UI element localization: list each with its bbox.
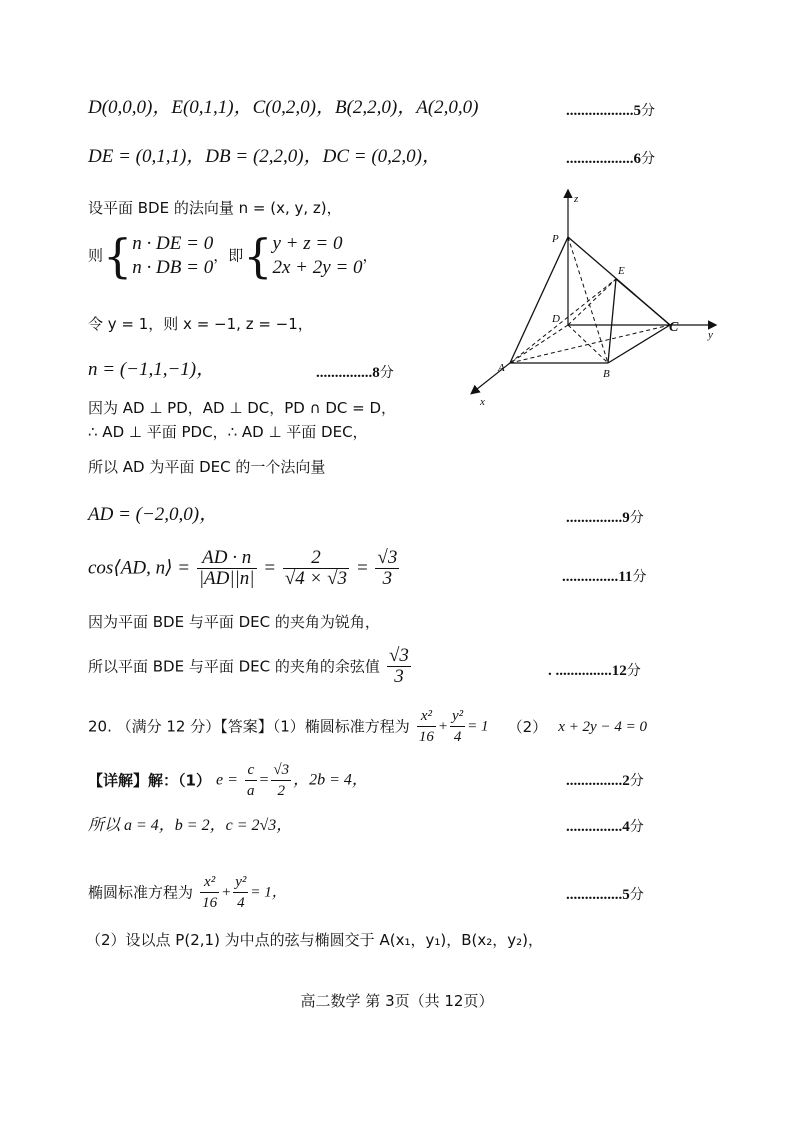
equation-system: 则{ n · DE = 0 n · DB = 0 ，即{ y + z = 0 2x + 2y = 0 ， [88, 229, 378, 283]
q20-16: 16 [418, 729, 434, 745]
score-11: ...............11分 [562, 569, 647, 585]
point-coordinates: D(0,0,0)，E(0,1,1)，C(0,2,0)，B(2,2,0)，A(2,0,0) [88, 97, 479, 118]
label-P: P [552, 233, 559, 245]
cos-lhs: cos⟨AD, n⟩ = [88, 557, 191, 579]
q20-y2: y² [450, 706, 465, 727]
normal-vector-value: n = (−1,1,−1)， [88, 359, 216, 380]
ellipse-16: 16 [202, 895, 218, 911]
detail-line [88, 760, 368, 804]
edge-DE [568, 279, 616, 325]
q20-head: 20. （满分 12 分）【答案】（1）椭圆标准方程为 [88, 717, 410, 736]
system-eq2: n · DB = 0 [132, 257, 214, 278]
label-C: C [669, 320, 679, 335]
label-z: z [574, 193, 579, 205]
score-6: ..................6分 [566, 151, 655, 167]
edge-BE [608, 279, 616, 363]
q20-4: 4 [453, 729, 462, 745]
edge-PA [510, 237, 568, 363]
score-12: . ...............12分 [548, 663, 641, 679]
acute-angle-statement: 因为平面 BDE 与平面 DEC 的夹角为锐角， [88, 613, 380, 631]
detail-2: 2 [277, 783, 285, 799]
normal-vector-intro: 设平面 BDE 的法向量 n = (x, y, z)， [88, 199, 342, 217]
perpendicular-reason: 因为 AD ⊥ PD，AD ⊥ DC，PD ∩ DC = D， [88, 399, 397, 417]
system-prefix: 则 [88, 246, 104, 265]
detail-eq: = [258, 771, 270, 789]
score-8: ...............8分 [316, 365, 394, 381]
label-D: D [552, 313, 560, 325]
cos-frac3-num: √3 [377, 547, 398, 568]
q20-x2: x² [417, 706, 436, 727]
score-4: ...............4分 [566, 819, 644, 835]
perpendicular-conclusion: ∴ AD ⊥ 平面 PDC，∴ AD ⊥ 平面 DEC， [88, 423, 368, 441]
ad-vector-value: AD = (−2,0,0)， [88, 504, 219, 525]
pyramid-figure [460, 185, 730, 410]
ellipse-x2: x² [200, 872, 219, 893]
cos-answer-den: 3 [394, 666, 404, 687]
page-footer: 高二数学 第 3页（共 12页） [300, 992, 494, 1010]
detail-e: e = [216, 771, 238, 789]
q20-line-eq: x + 2y − 4 = 0 [558, 718, 647, 735]
edge-BC [608, 325, 670, 363]
ellipse-plus: + [221, 884, 232, 901]
label-x: x [480, 396, 485, 408]
part2-statement: （2）设以点 P(2,1) 为中点的弦与椭圆交于 A(x₁，y₁)，B(x₂，y₂)， [86, 931, 543, 949]
score-5a: ..................5分 [566, 103, 655, 119]
vector-values: DE = (0,1,1)，DB = (2,2,0)，DC = (0,2,0)， [88, 146, 441, 167]
edge-AE [510, 279, 616, 363]
abc-values: 所以 a = 4，b = 2，c = 2√3， [88, 817, 293, 834]
cosine-answer [88, 646, 413, 694]
system-suffix: ， [362, 246, 378, 265]
label-B: B [603, 368, 610, 380]
score-2: ...............2分 [566, 773, 644, 789]
detail-a: a [247, 783, 255, 799]
ellipse-y2: y² [233, 872, 248, 893]
ellipse-equation [88, 872, 287, 916]
detail-sqrt3: √3 [271, 760, 291, 781]
q20-answer [88, 706, 647, 750]
cosine-answer-text: 所以平面 BDE 与平面 DEC 的夹角的余弦值 [88, 657, 380, 676]
label-E: E [618, 265, 625, 277]
system-mid: ，即 [213, 246, 244, 265]
label-y: y [708, 329, 713, 341]
ellipse-tail: = 1， [250, 884, 287, 901]
let-y-line: 令 y = 1，则 x = −1, z = −1， [88, 315, 313, 333]
label-A: A [498, 362, 505, 374]
detail-head: 【详解】解：（1） [88, 771, 211, 790]
detail-c: c [245, 760, 257, 781]
ellipse-4: 4 [237, 895, 245, 911]
ellipse-head: 椭圆标准方程为 [88, 883, 194, 902]
system-eq4: 2x + 2y = 0 [272, 257, 363, 278]
system-eq1: n · DE = 0 [132, 233, 214, 254]
cos-answer-num: √3 [389, 645, 409, 666]
edge-EC [616, 279, 670, 325]
detail-2b: ，2b = 4， [293, 771, 368, 789]
cos-frac1-den: |AD||n| [198, 568, 255, 589]
cosine-formula: cos⟨AD, n⟩ = $\frac{AD \cdot n}{|AD||n|}$ = $\frac{2}{√4 \times √3}$ = $\frac{√3}{3}$ [88, 547, 398, 589]
q20-plus: + [437, 718, 449, 735]
score-5b: ...............5分 [566, 887, 644, 903]
score-9: ...............9分 [566, 510, 644, 526]
q20-part2: （2） [507, 717, 548, 736]
cos-frac1-num: AD · n [197, 548, 257, 569]
cos-frac2-num: 2 [283, 548, 349, 569]
q20-eq-tail: = 1 [467, 718, 489, 735]
ad-normal-statement: 所以 AD 为平面 DEC 的一个法向量 [88, 458, 326, 476]
cos-frac3-den: 3 [382, 568, 393, 589]
cos-frac2-den: √4 × √3 [284, 568, 348, 589]
system-eq3: y + z = 0 [272, 233, 343, 254]
